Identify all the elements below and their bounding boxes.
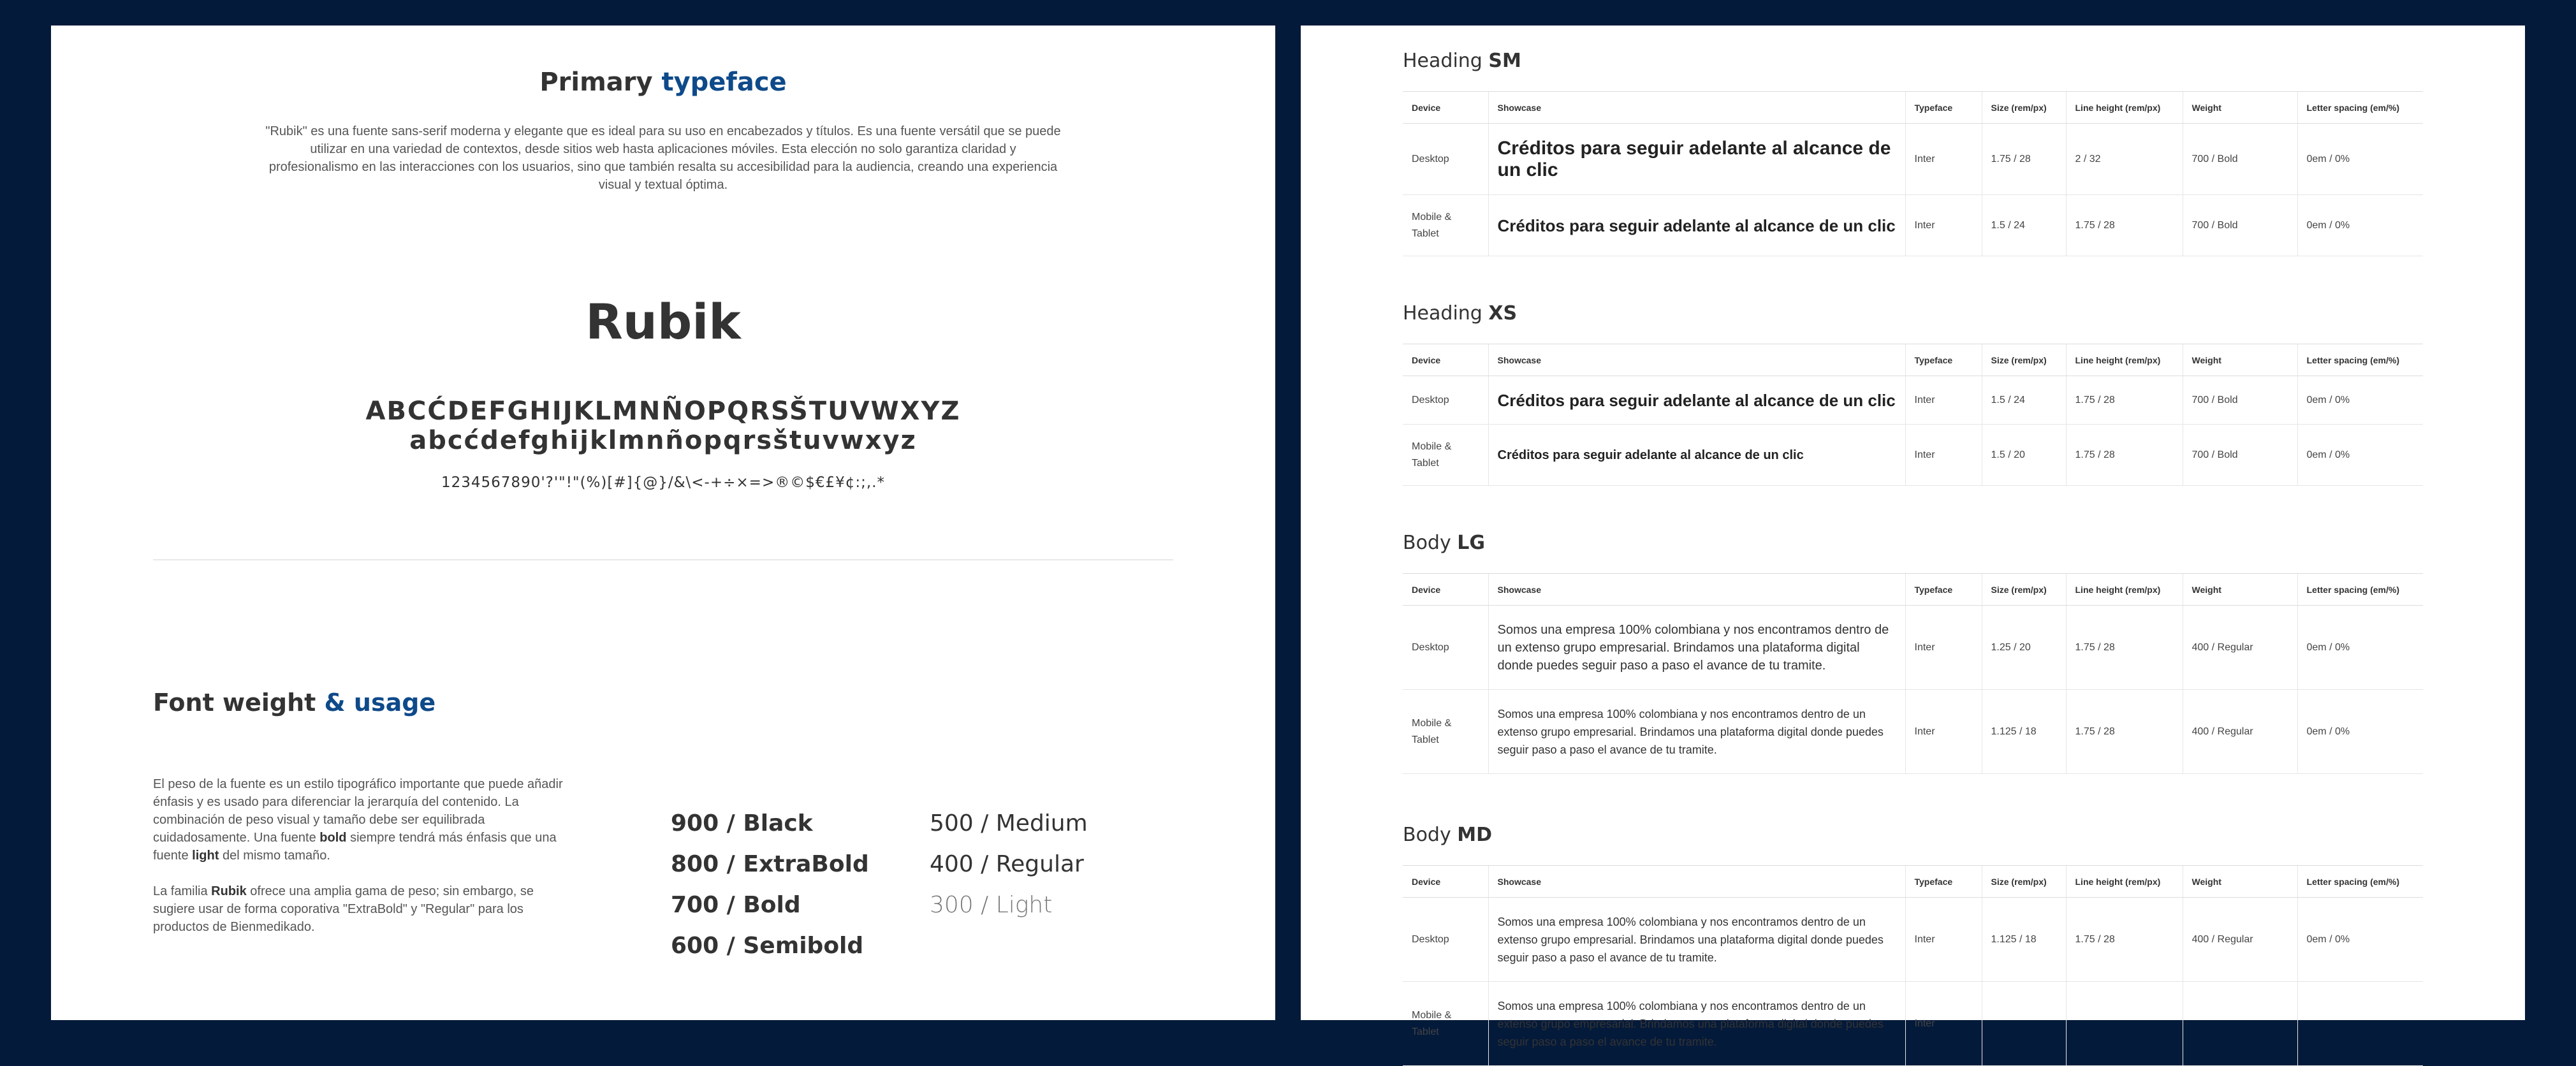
cell-line-height: 2 / 32 bbox=[2066, 124, 2183, 195]
cell-line-height bbox=[2066, 982, 2183, 1066]
cell-size: 1.125 / 18 bbox=[1982, 898, 2066, 982]
section-title: Heading SM bbox=[1403, 50, 1521, 72]
weight-800: 800 / ExtraBold bbox=[671, 851, 869, 877]
alphabet-lowercase: abcćdefghijklmnñopqrsštuvwxyz bbox=[409, 426, 917, 455]
cell-letter-spacing bbox=[2297, 982, 2423, 1066]
cell-letter-spacing: 0em / 0% bbox=[2297, 898, 2423, 982]
col-line-height: Line height (rem/px) bbox=[2066, 574, 2183, 606]
cell-typeface: Inter bbox=[1905, 606, 1982, 690]
section-heading-xs bbox=[1403, 302, 2423, 486]
primary-typeface-description: "Rubik" es una fuente sans-serif moderna y elegante que es ideal para su uso en encabezados y títulos. Es una fuente versátil que se puede utilizar en una variedad de contextos, desde sitios web hasta aplicaciones móviles. Esta elección no solo garantiza claridad y profesionalismo en las interacciones con los usuarios, sino que también resalta su accesibilidad para la audiencia, creando una experiencia visual y textual óptima. bbox=[265, 124, 1061, 192]
cell-device: Mobile & Tablet bbox=[1403, 425, 1488, 486]
font-weight-title: Font weight & usage bbox=[153, 689, 436, 717]
cell-letter-spacing: 0em / 0% bbox=[2297, 425, 2423, 486]
cell-letter-spacing: 0em / 0% bbox=[2297, 690, 2423, 774]
cell-size: 1.25 / 20 bbox=[1982, 606, 2066, 690]
col-showcase: Showcase bbox=[1488, 92, 1905, 124]
cell-device: Mobile & Tablet bbox=[1403, 195, 1488, 256]
cell-typeface: Inter bbox=[1905, 898, 1982, 982]
cell-showcase: Somos una empresa 100% colombiana y nos encontramos dentro de un extenso grupo empresarial. Brindamos una plataforma digital donde puedes seguir paso a paso el avance de tu tramite. bbox=[1488, 982, 1905, 1066]
table-header-row bbox=[1403, 866, 2423, 898]
col-typeface: Typeface bbox=[1905, 866, 1982, 898]
cell-weight: 700 / Bold bbox=[2183, 124, 2297, 195]
col-line-height: Line height (rem/px) bbox=[2066, 92, 2183, 124]
col-showcase: Showcase bbox=[1488, 344, 1905, 376]
primary-typeface-panel bbox=[51, 26, 1275, 1020]
cell-size: 1.75 / 28 bbox=[1982, 124, 2066, 195]
numbers-symbols: 1234567890'?'"!"(%)[#]{@}/&\<-+÷×=>®©$€£¥¢:;,.* bbox=[441, 474, 885, 491]
cell-showcase: Créditos para seguir adelante al alcance de un clic bbox=[1488, 124, 1905, 195]
cell-device: Desktop bbox=[1403, 376, 1488, 425]
font-weight-description bbox=[153, 775, 567, 954]
col-showcase: Showcase bbox=[1488, 574, 1905, 606]
col-size: Size (rem/px) bbox=[1982, 866, 2066, 898]
cell-size: 1.5 / 24 bbox=[1982, 195, 2066, 256]
cell-typeface: Inter bbox=[1905, 425, 1982, 486]
cell-device: Desktop bbox=[1403, 898, 1488, 982]
cell-showcase: Somos una empresa 100% colombiana y nos encontramos dentro de un extenso grupo empresarial. Brindamos una plataforma digital donde puedes seguir paso a paso el avance de tu tramite. bbox=[1488, 606, 1905, 690]
col-letter-spacing: Letter spacing (em/%) bbox=[2297, 344, 2423, 376]
section-heading-sm bbox=[1403, 50, 2423, 256]
type-scale-panel bbox=[1301, 26, 2525, 1048]
weight-300: 300 / Light bbox=[930, 892, 1053, 918]
col-size: Size (rem/px) bbox=[1982, 574, 2066, 606]
cell-weight: 700 / Bold bbox=[2183, 376, 2297, 425]
cell-weight: 400 / Regular bbox=[2183, 606, 2297, 690]
section-title: Body MD bbox=[1403, 824, 1493, 846]
cell-weight: 400 / Regular bbox=[2183, 690, 2297, 774]
type-table bbox=[1403, 344, 2423, 486]
type-table bbox=[1403, 865, 2423, 1066]
cell-line-height: 1.75 / 28 bbox=[2066, 898, 2183, 982]
font-name: Rubik bbox=[585, 293, 741, 350]
col-showcase: Showcase bbox=[1488, 866, 1905, 898]
col-typeface: Typeface bbox=[1905, 574, 1982, 606]
cell-device: Mobile & Tablet bbox=[1403, 982, 1488, 1066]
section-body-lg bbox=[1403, 532, 2423, 774]
cell-typeface: Inter bbox=[1905, 124, 1982, 195]
cell-letter-spacing: 0em / 0% bbox=[2297, 376, 2423, 425]
cell-weight: 700 / Bold bbox=[2183, 425, 2297, 486]
col-weight: Weight bbox=[2183, 574, 2297, 606]
weight-700: 700 / Bold bbox=[671, 892, 801, 918]
col-typeface: Typeface bbox=[1905, 92, 1982, 124]
col-typeface: Typeface bbox=[1905, 344, 1982, 376]
cell-size: 1.5 / 24 bbox=[1982, 376, 2066, 425]
table-row bbox=[1403, 982, 2423, 1066]
table-row bbox=[1403, 124, 2423, 195]
cell-showcase: Créditos para seguir adelante al alcance de un clic bbox=[1488, 376, 1905, 425]
cell-showcase: Créditos para seguir adelante al alcance de un clic bbox=[1488, 195, 1905, 256]
cell-weight: 700 / Bold bbox=[2183, 195, 2297, 256]
col-device: Device bbox=[1403, 92, 1488, 124]
col-weight: Weight bbox=[2183, 92, 2297, 124]
cell-typeface: Inter bbox=[1905, 690, 1982, 774]
table-row bbox=[1403, 425, 2423, 486]
divider bbox=[153, 559, 1173, 560]
cell-device: Desktop bbox=[1403, 606, 1488, 690]
type-table bbox=[1403, 91, 2423, 256]
table-header-row bbox=[1403, 344, 2423, 376]
col-size: Size (rem/px) bbox=[1982, 344, 2066, 376]
col-letter-spacing: Letter spacing (em/%) bbox=[2297, 866, 2423, 898]
cell-weight: 400 / Regular bbox=[2183, 898, 2297, 982]
cell-typeface: Inter bbox=[1905, 195, 1982, 256]
col-weight: Weight bbox=[2183, 866, 2297, 898]
cell-size: 1.125 / 18 bbox=[1982, 690, 2066, 774]
col-size: Size (rem/px) bbox=[1982, 92, 2066, 124]
table-row bbox=[1403, 376, 2423, 425]
col-device: Device bbox=[1403, 866, 1488, 898]
primary-typeface-title: Primary typeface bbox=[539, 68, 787, 97]
cell-line-height: 1.75 / 28 bbox=[2066, 690, 2183, 774]
cell-letter-spacing: 0em / 0% bbox=[2297, 124, 2423, 195]
section-title: Heading XS bbox=[1403, 302, 1518, 325]
col-device: Device bbox=[1403, 574, 1488, 606]
cell-size: 1.5 / 20 bbox=[1982, 425, 2066, 486]
cell-showcase: Somos una empresa 100% colombiana y nos encontramos dentro de un extenso grupo empresarial. Brindamos una plataforma digital donde puedes seguir paso a paso el avance de tu tramite. bbox=[1488, 898, 1905, 982]
col-letter-spacing: Letter spacing (em/%) bbox=[2297, 574, 2423, 606]
cell-letter-spacing: 0em / 0% bbox=[2297, 606, 2423, 690]
fw-paragraph-1: El peso de la fuente es un estilo tipográfico importante que puede añadir énfasis y es usado para diferenciar la jerarquía del contenido. La combinación de peso visual y tamaño debe ser equilibrada cuidadosamente. Una fuente bold siempre tendrá más énfasis que una fuente light del mismo tamaño. bbox=[153, 777, 563, 863]
alphabet-uppercase: ABCĆDEFGHIJKLMNÑOPQRSŠTUVWXYZ bbox=[365, 397, 961, 426]
cell-device: Desktop bbox=[1403, 124, 1488, 195]
table-header-row bbox=[1403, 92, 2423, 124]
table-row bbox=[1403, 690, 2423, 774]
cell-line-height: 1.75 / 28 bbox=[2066, 606, 2183, 690]
table-header-row bbox=[1403, 574, 2423, 606]
cell-line-height: 1.75 / 28 bbox=[2066, 425, 2183, 486]
cell-showcase: Créditos para seguir adelante al alcance de un clic bbox=[1488, 425, 1905, 486]
weight-600: 600 / Semibold bbox=[671, 933, 864, 959]
cell-device: Mobile & Tablet bbox=[1403, 690, 1488, 774]
col-letter-spacing: Letter spacing (em/%) bbox=[2297, 92, 2423, 124]
col-line-height: Line height (rem/px) bbox=[2066, 344, 2183, 376]
table-row bbox=[1403, 195, 2423, 256]
weights-column-2 bbox=[930, 803, 1088, 926]
section-title: Body LG bbox=[1403, 532, 1486, 554]
cell-typeface: Inter bbox=[1905, 376, 1982, 425]
col-device: Device bbox=[1403, 344, 1488, 376]
weight-400: 400 / Regular bbox=[930, 851, 1084, 877]
cell-size bbox=[1982, 982, 2066, 1066]
weight-900: 900 / Black bbox=[671, 810, 813, 836]
cell-line-height: 1.75 / 28 bbox=[2066, 195, 2183, 256]
col-line-height: Line height (rem/px) bbox=[2066, 866, 2183, 898]
table-row bbox=[1403, 606, 2423, 690]
fw-paragraph-2: La familia Rubik ofrece una amplia gama de peso; sin embargo, se sugiere usar de forma coporativa "ExtraBold" y "Regular" para los productos de Bienmedikado. bbox=[153, 884, 534, 934]
weights-column-1 bbox=[671, 803, 869, 967]
cell-typeface: Inter bbox=[1905, 982, 1982, 1066]
cell-letter-spacing: 0em / 0% bbox=[2297, 195, 2423, 256]
col-weight: Weight bbox=[2183, 344, 2297, 376]
cell-showcase: Somos una empresa 100% colombiana y nos encontramos dentro de un extenso grupo empresarial. Brindamos una plataforma digital donde puedes seguir paso a paso el avance de tu tramite. bbox=[1488, 690, 1905, 774]
table-row bbox=[1403, 898, 2423, 982]
weight-500: 500 / Medium bbox=[930, 810, 1088, 836]
type-table bbox=[1403, 573, 2423, 774]
cell-weight bbox=[2183, 982, 2297, 1066]
cell-line-height: 1.75 / 28 bbox=[2066, 376, 2183, 425]
section-body-md bbox=[1403, 824, 2423, 1066]
